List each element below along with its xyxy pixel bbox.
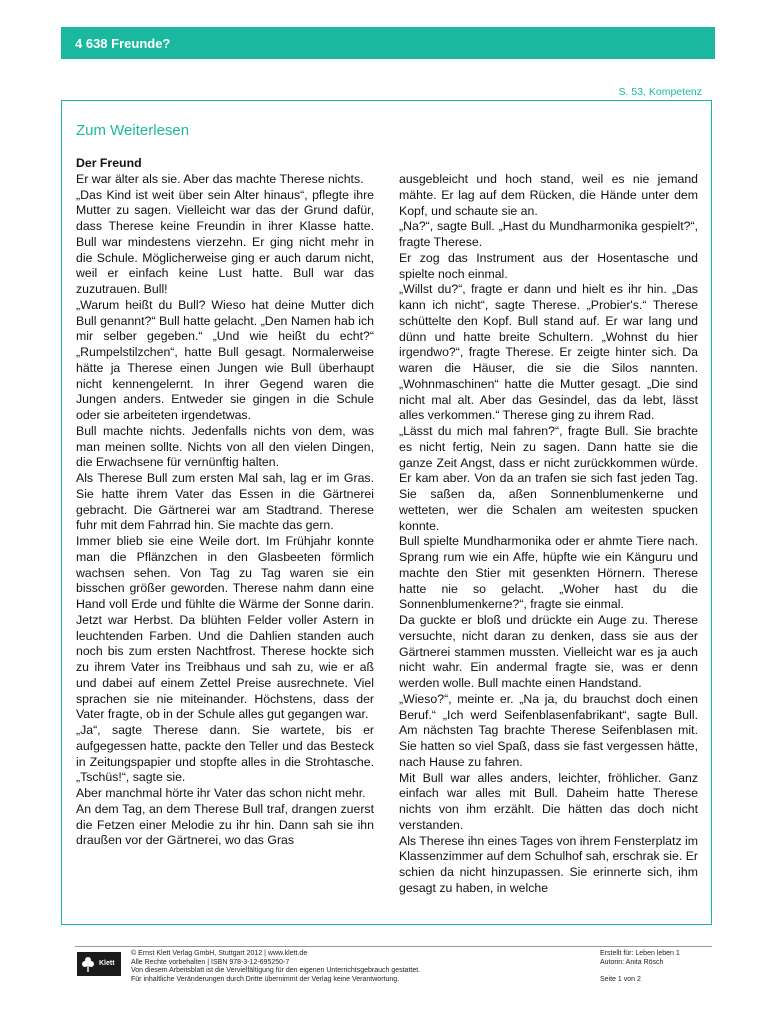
paragraph: Immer blieb sie eine Weile dort. Im Frühjahr konnte man die Pflänzchen in den Glasbeeten förmlich wachsen sehen. Von Tag zu Tag waren sie ein bisschen größer geworden. Therese nahm dann eine Hand voll Erde und fühlte die Wärme der Sonne darin. Jetzt war Herbst. Da blühten Felder voller Astern in leuchtenden Farben. Und die Dahlien standen auch noch bis zum ersten Nachtfrost. Therese hockte sich zu ihrem Vater ins Treibhaus und sah zu, wie er aß und dabei auf einem Zettel Preise ausrechnete. Viel sprachen sie nie miteinander. Höchstens, dass der Vater fragte, ob in der Schule alles gut gegangen war. [76,534,374,722]
paragraph: Da guckte er bloß und drückte ein Auge zu. Therese versuchte, nicht daran zu denken, dass sie aus der Gärtnerei stammen mussten. Vielleicht war es ja auch nicht wahr. Ein andermal fragte sie, was er denn werden wolle. Bull machte einen Handstand. [399,613,698,690]
clover-icon [81,955,95,973]
paragraph: „Wieso?“, meinte er. „Na ja, du brauchst doch einen Beruf.“ „Ich werd Seifenblasenfabrikant“, sagte Bull. Am nächsten Tag brachte Therese Seifenblasen mit. Sie hatten so viel Spaß, dass sie fast vergessen hätte, nach Hause zu fahren. [399,691,698,769]
paragraph: An dem Tag, an dem Therese Bull traf, drangen zuerst die Fetzen einer Melodie zu ihr hin. Dann sah sie ihn draußen vor der Gärtnerei, wo das Gras [76,801,374,848]
textbook-reference: S. 53, Kompetenz [618,86,702,98]
paragraph: Bull spielte Mundharmonika oder er ahmte Tiere nach. Sprang rum wie ein Affe, hüpfte wie ein Känguru und machte den Stier mit gesenkten Hörnern. Therese hatte nie so gelacht. „Woher hast du die Sonnenblumenkerne?“, fragte sie einmal. [399,534,698,612]
paragraph: „Willst du?“, fragte er dann und hielt es ihr hin. „Das kann ich nicht“, sagte Therese. „Probier's.“ Therese schüttelte den Kopf. Bull stand auf. Er war lang und dünn und hatte breite Schultern. „Wohnst du hier irgendwo?“, fragte Therese. Er zeigte hinter sich. Da waren die Häuser, die sie die Silos nannten. „Wohnmaschinen“ hatte die Mutter gesagt. „Die sind nicht mal alt. Aber das Gesindel, das da lebt, lässt alles verkommen.“ Therese ging zu ihrem Rad. [399,282,698,423]
publisher-logo [77,952,121,976]
paragraph: „Ja“, sagte Therese dann. Sie wartete, bis er aufgegessen hatte, packte den Teller und das Besteck in Zeitungspapier und stopfte alles in die Strohtasche. „Tschüs!“, sagte sie. [76,723,374,785]
paragraph: Er war älter als sie. Aber das machte Therese nichts. [76,171,364,186]
liability-line: Für inhaltliche Veränderungen durch Dritte übernimmt der Verlag keine Verantwortung. [131,975,400,983]
created-for: Erstellt für: Leben leben 1 [600,950,680,957]
page-title: 4 638 Freunde? [75,36,171,51]
paragraph: Als Therese Bull zum ersten Mal sah, lag er im Gras. Sie hatte ihrem Vater das Essen in die Gärtnerei gebracht. Die Gärtnerei war am Stadtrand. Therese fuhr mit dem Fahrrad hin. Sie machte das gern. [76,471,374,533]
copyright-line: © Ernst Klett Verlag GmbH, Stuttgart 2012 | www.klett.de [131,950,308,957]
page-number: Seite 1 von 2 [600,976,641,984]
paragraph: Er zog das Instrument aus der Hosentasche und spielte noch einmal. [399,250,698,281]
section-title: Zum Weiterlesen [76,122,190,139]
paragraph: „Das Kind ist weit über sein Alter hinaus“, pflegte ihre Mutter zu sagen. Vielleicht war das der Grund dafür, dass Therese keine Freundin in ihrer Klasse hatte. Bull war mindestens vierzehn. Er ging nicht mehr in die Schule. Möglicherweise ging er auch darum nicht, weil er einfach keine Lust hatte. Bull war das zuzutrauen. Bull! [76,187,374,296]
paragraph: Mit Bull war alles anders, leichter, fröhlicher. Ganz einfach war alles mit Bull. Daheim hatte Therese nichts von ihm erzählt. Die hätten das doch nicht verstanden. [399,770,698,832]
author: Autorin: Anita Rösch [600,958,664,966]
text-column-right [399,172,698,897]
paragraph: ausgebleicht und hoch stand, weil es nie jemand mähte. Er lag auf dem Rücken, die Hände unter dem Kopf, und schaute sie an. [399,172,698,218]
paragraph: Als Therese ihn eines Tages von ihrem Fensterplatz im Klassenzimmer auf dem Schulhof sah, erschrak sie. Er schien da nicht hinzupassen. Sie erinnerte sich, ihm gesagt zu haben, in welche [399,833,698,895]
footer-divider [75,946,712,947]
text-column-left [76,156,374,849]
credits-block [600,950,680,985]
paragraph: „Warum heißt du Bull? Wieso hat deine Mutter dich Bull genannt?“ Bull hatte gelacht. „Den Namen hab ich mir selber gegeben.“ „Und wie heißt du echt?“ „Rumpelstilzchen“, hatte Bull gesagt. Normalerweise hätte ja Therese einen Jungen wie Bull überhaupt nicht kennengelernt. In ihrer Gegend waren die Jungen anders. Entweder sie gingen in die Schule oder sie arbeiteten irgendetwas. [76,297,374,422]
copy-permission-line: Von diesem Arbeitsblatt ist die Vervielfältigung für den eigenen Unterrichtsgebrauch gestattet. [131,967,421,975]
copyright-block [131,950,420,984]
logo-label: Klett [99,960,115,967]
paragraph: „Na?“, sagte Bull. „Hast du Mundharmonika gespielt?“, fragte Therese. [399,219,698,249]
paragraph: Bull machte nichts. Jedenfalls nichts von dem, was man meinen sollte. Nichts von all den vielen Dingen, die Erwachsene für vernünftig halten. [76,423,374,470]
story-title: Der Freund [76,156,142,170]
rights-line: Alle Rechte vorbehalten | ISBN 978-3-12-695250-7 [131,958,290,966]
header-bar [61,27,715,59]
paragraph: „Lässt du mich mal fahren?“, fragte Bull. Sie brachte es nicht fertig, Nein zu sagen. Dann hatte sie die ganze Zeit Angst, dass er nicht zurückkommen würde. Er kam aber. Von da an trafen sie sich fast jeden Tag. Sie saßen da, aßen Sonnenblumenkerne und wetteten, wer die Schalen am weitesten spucken konnte. [399,424,698,533]
paragraph: Aber manchmal hörte ihr Vater das schon nicht mehr. [76,786,366,800]
